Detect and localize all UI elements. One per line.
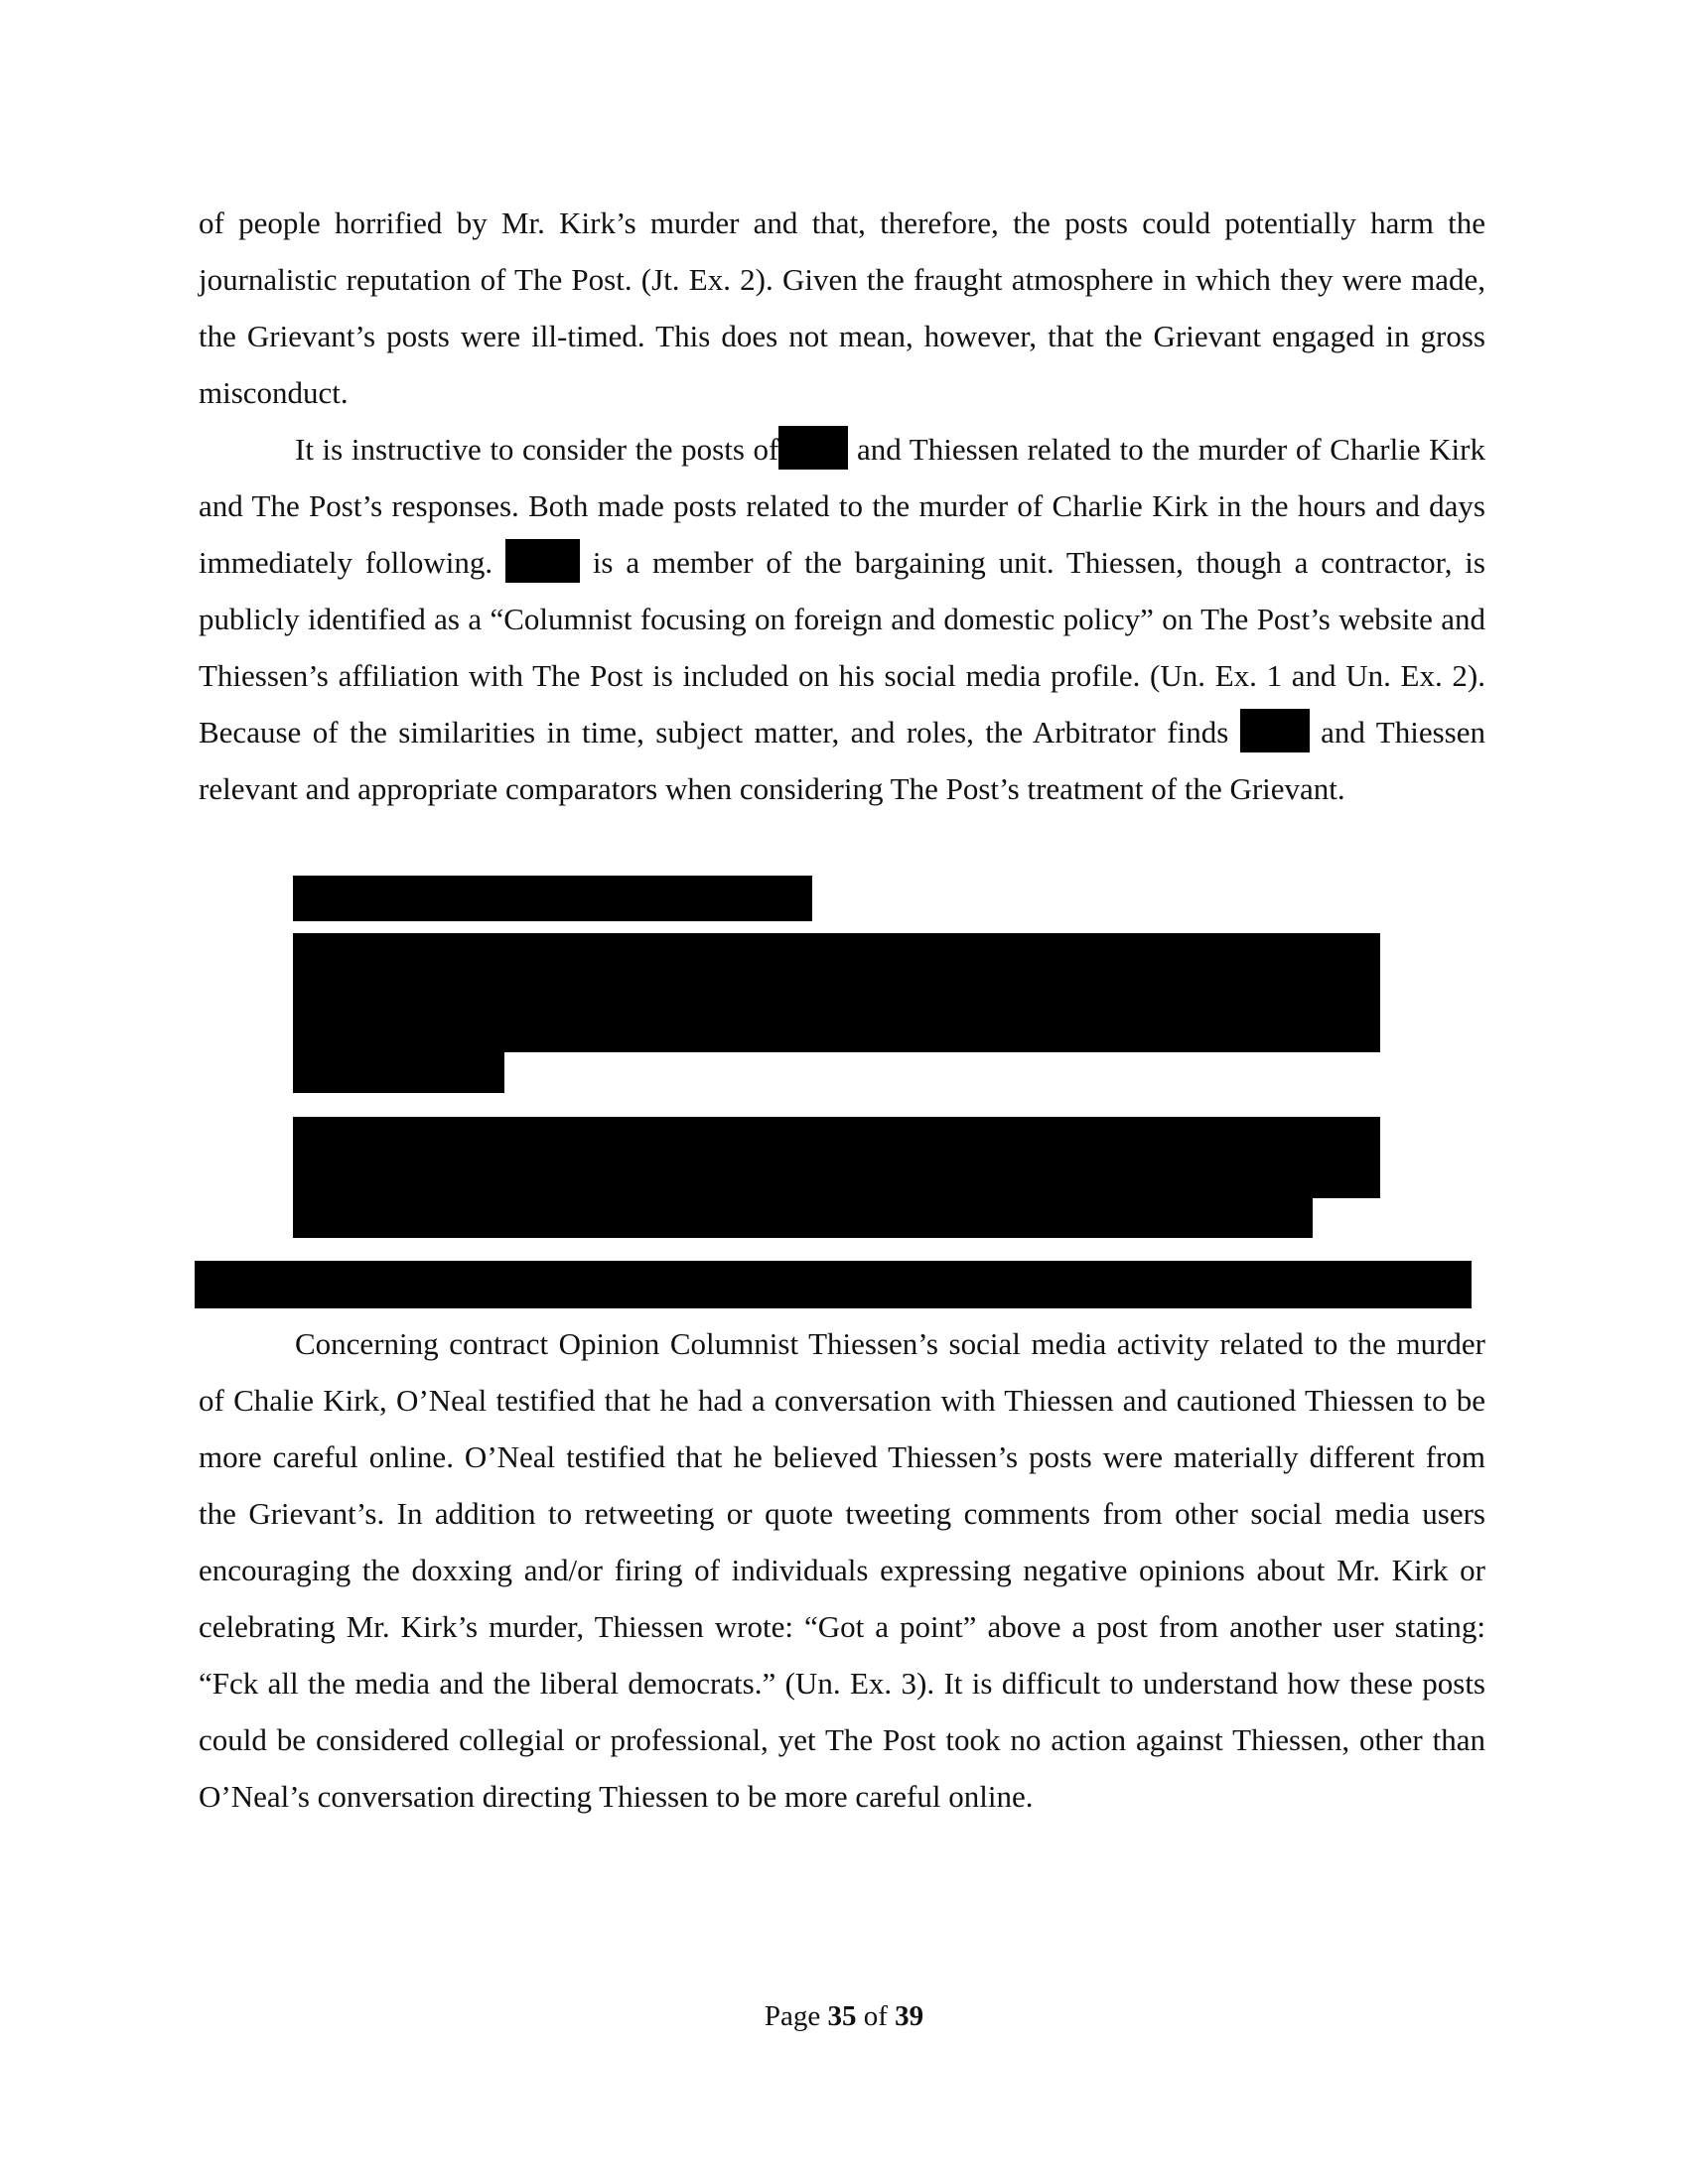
body-text-bottom — [199, 1315, 1485, 1825]
redaction-inline-name — [778, 426, 848, 470]
current-page-number: 35 — [827, 2000, 857, 2032]
redaction-block-heading — [293, 876, 812, 921]
page-footer — [0, 2000, 1688, 2033]
body-text-top — [199, 195, 1485, 817]
paragraph-3: Concerning contract Opinion Columnist Thiessen’s social media activity related to the murder of Chalie Kirk, O’Neal testified that he had a conversation with Thiessen and cautioned Thiessen to be more careful online. O’Neal testified that he believed Thiessen’s posts were materially different from the Grievant’s. In addition to retweeting or quote tweeting comments from other social media users encouraging the doxxing and/or firing of individuals expressing negative opinions about Mr. Kirk or celebrating Mr. Kirk’s murder, Thiessen wrote: “Got a point” above a post from another user stating: “Fck all the media and the liberal democrats.” (Un. Ex. 3). It is difficult to understand how these posts could be considered collegial or professional, yet The Post took no action against Thiessen, other than O’Neal’s conversation directing Thiessen to be more careful online. — [199, 1326, 1485, 1814]
redaction-block-quote-2-tail — [293, 1191, 1313, 1238]
redaction-block-quote-2 — [293, 1117, 1380, 1198]
paragraph-2-part-c: is a member of the bargaining unit. Thiessen, though a contractor, is publicly identified as a “Columnist focusing on foreign and domestic policy” on The Post’s website and Thiessen’s affiliation with The Post is included on his social media profile. (Un. Ex. 1 and Un. Ex. 2). Because of the similarities in time, subject matter, and roles, the Arbitrator finds — [199, 545, 1485, 750]
total-page-count: 39 — [895, 2000, 924, 2032]
redaction-block-quote-1 — [293, 933, 1380, 1052]
redaction-block-line — [195, 1261, 1472, 1308]
redaction-inline-name — [505, 539, 580, 583]
footer-prefix: Page — [764, 2000, 828, 2032]
footer-of: of — [856, 2000, 896, 2032]
redaction-block-quote-1-tail — [293, 1047, 504, 1093]
paragraph-1: of people horrified by Mr. Kirk’s murder and that, therefore, the posts could potentially harm the journalistic reputation of The Post. (Jt. Ex. 2). Given the fraught atmosphere in which they were made, the Grievant’s posts were ill-timed. This does not mean, however, that the Grievant engaged in gross misconduct. — [199, 205, 1485, 410]
redaction-inline-name — [1240, 709, 1310, 752]
paragraph-2-part-d: and Thiessen relevant and appropriate comparators when considering The Post’s treatment of the Grievant. — [199, 715, 1485, 806]
paragraph-2-part-a: It is instructive to consider the posts of — [295, 432, 779, 467]
paragraph-2-part-b: and Thiessen related to the murder of Charlie Kirk and The Post’s responses. Both made posts related to the murder of Charlie Kirk in the hours and days immediately following. — [199, 432, 1485, 580]
paragraph-2 — [199, 421, 1485, 817]
